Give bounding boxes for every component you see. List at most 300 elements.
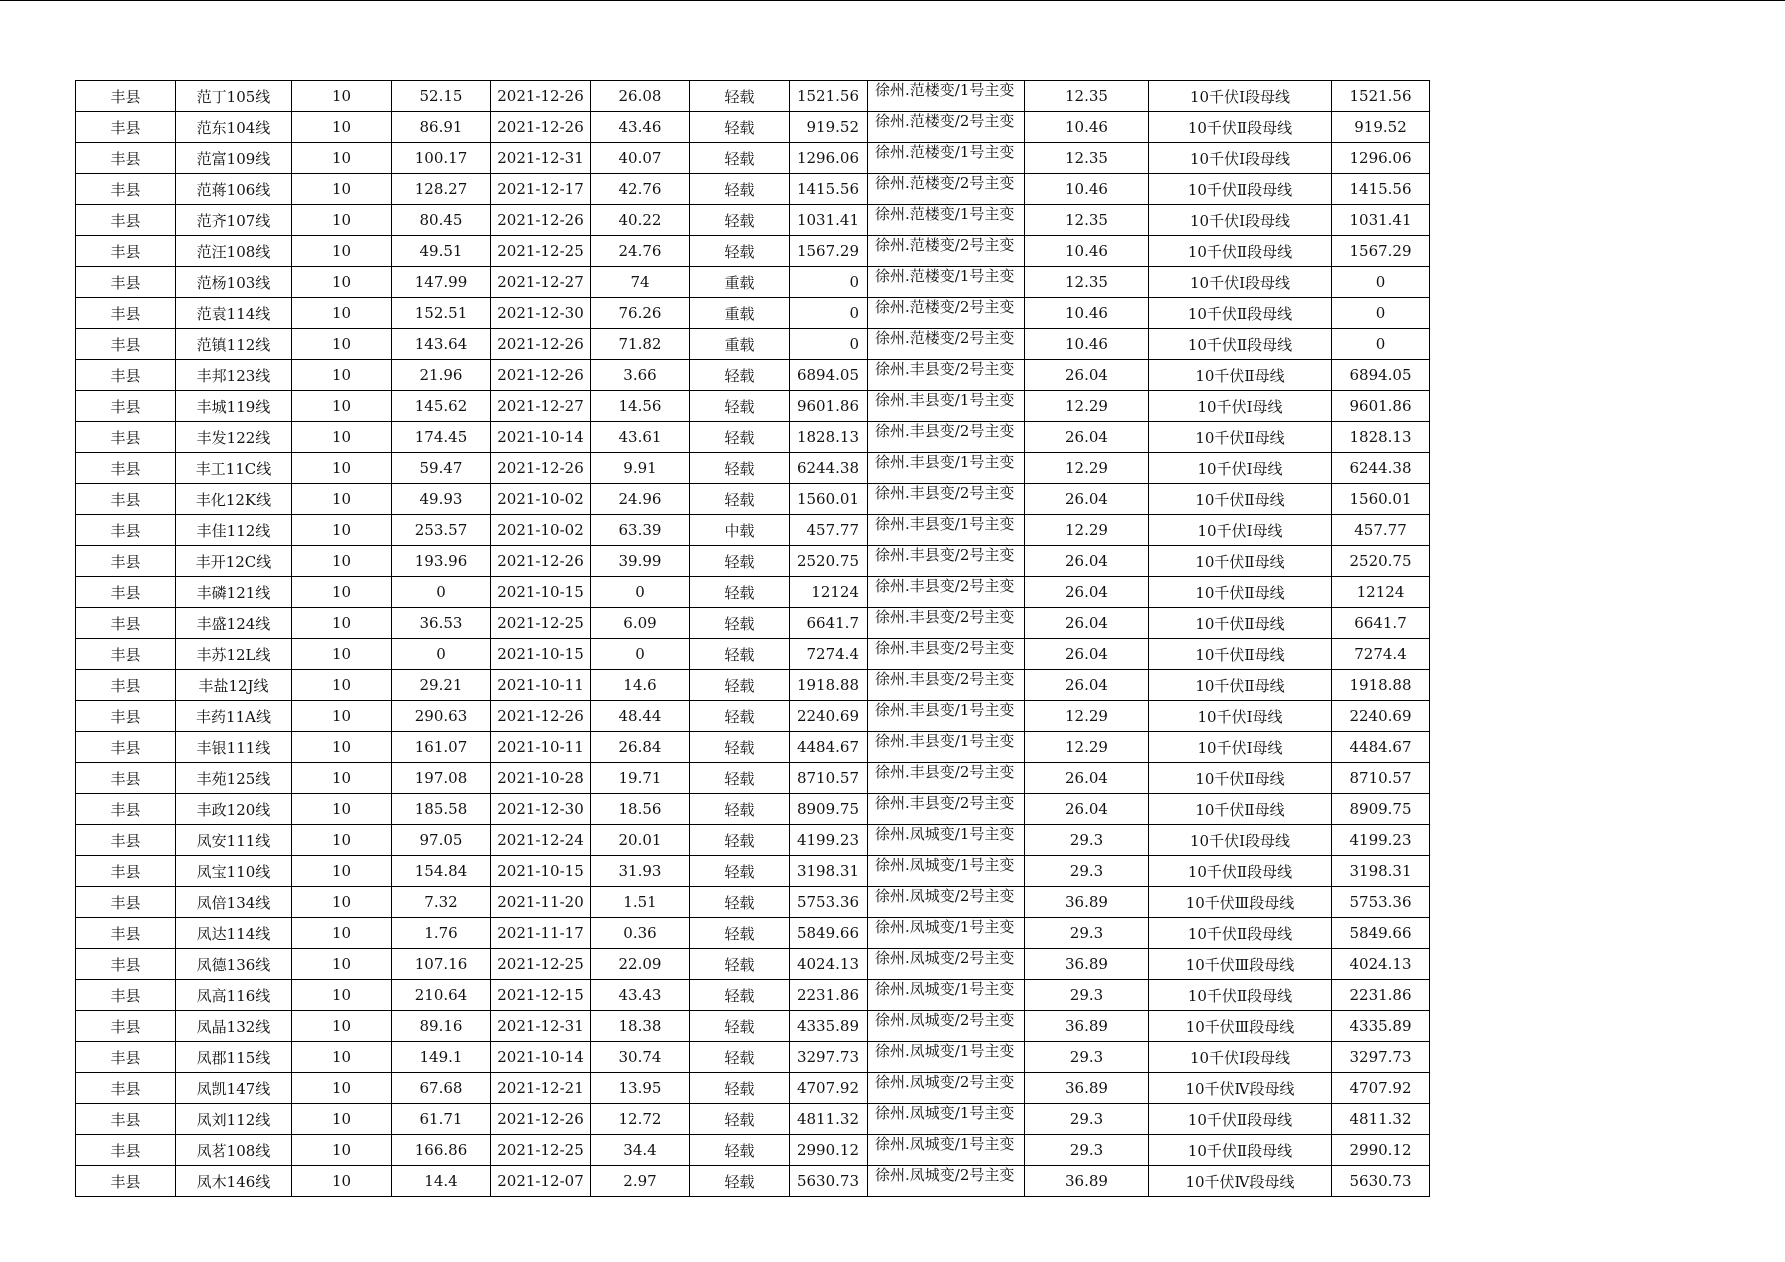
current-cell: 166.86 [392, 1135, 491, 1166]
transformer-load-cell: 10.46 [1025, 112, 1149, 143]
available-capacity-cell: 2990.12 [1332, 1135, 1430, 1166]
busbar-cell: 10千伏Ⅰ母线 [1149, 701, 1332, 732]
table-row [76, 453, 1430, 484]
substation-transformer-cell [868, 608, 1025, 639]
county-cell: 丰县 [76, 1166, 176, 1197]
available-capacity-cell: 2520.75 [1332, 546, 1430, 577]
capacity-cell: 6641.7 [790, 608, 868, 639]
capacity-cell: 6894.05 [790, 360, 868, 391]
busbar-cell: 10千伏Ⅱ母线 [1149, 577, 1332, 608]
table-row [76, 701, 1430, 732]
county-cell: 丰县 [76, 1135, 176, 1166]
available-capacity-cell: 1828.13 [1332, 422, 1430, 453]
date-cell: 2021-10-14 [491, 1042, 591, 1073]
substation-transformer-cell [868, 515, 1025, 546]
voltage-cell: 10 [292, 1073, 392, 1104]
date-cell: 2021-10-11 [491, 670, 591, 701]
table-row [76, 360, 1430, 391]
county-cell: 丰县 [76, 794, 176, 825]
substation-transformer-cell [868, 112, 1025, 143]
load-status-cell: 轻载 [690, 701, 790, 732]
current-cell: 29.21 [392, 670, 491, 701]
date-cell: 2021-12-24 [491, 825, 591, 856]
substation-transformer-text: 徐州.凤城变/2号主变 [875, 1011, 1015, 1029]
busbar-cell: 10千伏Ⅰ段母线 [1149, 267, 1332, 298]
capacity-cell: 2990.12 [790, 1135, 868, 1166]
available-capacity-cell: 457.77 [1332, 515, 1430, 546]
county-cell: 丰县 [76, 298, 176, 329]
transformer-load-cell: 10.46 [1025, 174, 1149, 205]
current-cell: 147.99 [392, 267, 491, 298]
current-cell: 21.96 [392, 360, 491, 391]
county-cell: 丰县 [76, 825, 176, 856]
available-capacity-cell: 6894.05 [1332, 360, 1430, 391]
county-cell: 丰县 [76, 391, 176, 422]
transformer-load-cell: 12.35 [1025, 81, 1149, 112]
current-cell: 49.93 [392, 484, 491, 515]
voltage-cell: 10 [292, 205, 392, 236]
capacity-cell: 0 [790, 267, 868, 298]
date-cell: 2021-12-26 [491, 360, 591, 391]
feeder-name-cell: 范齐107线 [176, 205, 292, 236]
available-capacity-cell: 4484.67 [1332, 732, 1430, 763]
busbar-cell: 10千伏Ⅲ段母线 [1149, 887, 1332, 918]
load-status-cell: 轻载 [690, 546, 790, 577]
load-status-cell: 中载 [690, 515, 790, 546]
substation-transformer-text: 徐州.凤城变/1号主变 [875, 856, 1015, 874]
substation-transformer-text: 徐州.凤城变/1号主变 [875, 1135, 1015, 1153]
feeder-name-cell: 范富109线 [176, 143, 292, 174]
load-rate-cell: 71.82 [591, 329, 690, 360]
voltage-cell: 10 [292, 918, 392, 949]
load-rate-cell: 18.38 [591, 1011, 690, 1042]
transformer-load-cell: 10.46 [1025, 329, 1149, 360]
substation-transformer-cell [868, 298, 1025, 329]
busbar-cell: 10千伏Ⅱ母线 [1149, 360, 1332, 391]
page-top-rule [0, 0, 1785, 1]
busbar-cell: 10千伏Ⅳ段母线 [1149, 1166, 1332, 1197]
county-cell: 丰县 [76, 174, 176, 205]
capacity-cell: 4335.89 [790, 1011, 868, 1042]
available-capacity-cell: 1560.01 [1332, 484, 1430, 515]
date-cell: 2021-12-25 [491, 1135, 591, 1166]
capacity-cell: 4707.92 [790, 1073, 868, 1104]
available-capacity-cell: 0 [1332, 298, 1430, 329]
date-cell: 2021-12-07 [491, 1166, 591, 1197]
date-cell: 2021-12-31 [491, 143, 591, 174]
voltage-cell: 10 [292, 980, 392, 1011]
busbar-cell: 10千伏Ⅰ母线 [1149, 453, 1332, 484]
busbar-cell: 10千伏Ⅳ段母线 [1149, 1073, 1332, 1104]
table-row [76, 112, 1430, 143]
substation-transformer-text: 徐州.丰县变/2号主变 [875, 546, 1015, 564]
busbar-cell: 10千伏Ⅱ段母线 [1149, 856, 1332, 887]
date-cell: 2021-10-14 [491, 422, 591, 453]
load-rate-cell: 0 [591, 639, 690, 670]
current-cell: 97.05 [392, 825, 491, 856]
voltage-cell: 10 [292, 1104, 392, 1135]
substation-transformer-text: 徐州.丰县变/2号主变 [875, 670, 1015, 688]
feeder-name-cell: 凤凯147线 [176, 1073, 292, 1104]
available-capacity-cell: 1567.29 [1332, 236, 1430, 267]
substation-transformer-cell [868, 546, 1025, 577]
transformer-load-cell: 12.29 [1025, 453, 1149, 484]
feeder-name-cell: 丰盐12J线 [176, 670, 292, 701]
transformer-load-cell: 12.29 [1025, 701, 1149, 732]
load-rate-cell: 24.96 [591, 484, 690, 515]
feeder-name-cell: 丰发122线 [176, 422, 292, 453]
county-cell: 丰县 [76, 1073, 176, 1104]
capacity-cell: 8909.75 [790, 794, 868, 825]
feeder-name-cell: 凤木146线 [176, 1166, 292, 1197]
county-cell: 丰县 [76, 1011, 176, 1042]
substation-transformer-text: 徐州.丰县变/2号主变 [875, 794, 1015, 812]
transformer-load-cell: 36.89 [1025, 1166, 1149, 1197]
county-cell: 丰县 [76, 360, 176, 391]
substation-transformer-cell [868, 825, 1025, 856]
table-row [76, 918, 1430, 949]
table-row [76, 205, 1430, 236]
substation-transformer-text: 徐州.丰县变/2号主变 [875, 360, 1015, 378]
table-row [76, 670, 1430, 701]
county-cell: 丰县 [76, 1042, 176, 1073]
feeder-name-cell: 凤宝110线 [176, 856, 292, 887]
substation-transformer-text: 徐州.丰县变/1号主变 [875, 732, 1015, 750]
substation-transformer-cell [868, 1042, 1025, 1073]
available-capacity-cell: 1918.88 [1332, 670, 1430, 701]
date-cell: 2021-12-31 [491, 1011, 591, 1042]
substation-transformer-cell [868, 236, 1025, 267]
busbar-cell: 10千伏Ⅱ段母线 [1149, 112, 1332, 143]
current-cell: 210.64 [392, 980, 491, 1011]
load-status-cell: 轻载 [690, 484, 790, 515]
available-capacity-cell: 5849.66 [1332, 918, 1430, 949]
feeder-name-cell: 凤茗108线 [176, 1135, 292, 1166]
date-cell: 2021-10-15 [491, 856, 591, 887]
feeder-name-cell: 丰苏12L线 [176, 639, 292, 670]
feeder-name-cell: 凤安111线 [176, 825, 292, 856]
county-cell: 丰县 [76, 763, 176, 794]
current-cell: 80.45 [392, 205, 491, 236]
load-rate-cell: 18.56 [591, 794, 690, 825]
date-cell: 2021-10-02 [491, 484, 591, 515]
available-capacity-cell: 8710.57 [1332, 763, 1430, 794]
county-cell: 丰县 [76, 1104, 176, 1135]
county-cell: 丰县 [76, 484, 176, 515]
busbar-cell: 10千伏Ⅱ段母线 [1149, 174, 1332, 205]
feeder-load-table [75, 80, 1430, 1197]
capacity-cell: 2240.69 [790, 701, 868, 732]
capacity-cell: 4484.67 [790, 732, 868, 763]
load-rate-cell: 26.08 [591, 81, 690, 112]
capacity-cell: 1031.41 [790, 205, 868, 236]
voltage-cell: 10 [292, 391, 392, 422]
substation-transformer-text: 徐州.范楼变/1号主变 [875, 267, 1015, 285]
capacity-cell: 3297.73 [790, 1042, 868, 1073]
table-row [76, 143, 1430, 174]
feeder-name-cell: 范汪108线 [176, 236, 292, 267]
load-status-cell: 轻载 [690, 81, 790, 112]
transformer-load-cell: 10.46 [1025, 298, 1149, 329]
capacity-cell: 5849.66 [790, 918, 868, 949]
substation-transformer-cell [868, 174, 1025, 205]
substation-transformer-text: 徐州.丰县变/2号主变 [875, 608, 1015, 626]
current-cell: 161.07 [392, 732, 491, 763]
capacity-cell: 9601.86 [790, 391, 868, 422]
substation-transformer-cell [868, 1104, 1025, 1135]
substation-transformer-cell [868, 484, 1025, 515]
load-status-cell: 轻载 [690, 174, 790, 205]
voltage-cell: 10 [292, 515, 392, 546]
busbar-cell: 10千伏Ⅰ段母线 [1149, 1042, 1332, 1073]
busbar-cell: 10千伏Ⅱ段母线 [1149, 1135, 1332, 1166]
table-row [76, 174, 1430, 205]
transformer-load-cell: 26.04 [1025, 422, 1149, 453]
date-cell: 2021-12-26 [491, 546, 591, 577]
load-rate-cell: 0 [591, 577, 690, 608]
feeder-name-cell: 丰药11A线 [176, 701, 292, 732]
load-rate-cell: 43.43 [591, 980, 690, 1011]
substation-transformer-cell [868, 856, 1025, 887]
load-rate-cell: 9.91 [591, 453, 690, 484]
capacity-cell: 4024.13 [790, 949, 868, 980]
load-status-cell: 轻载 [690, 143, 790, 174]
table-row [76, 422, 1430, 453]
load-status-cell: 轻载 [690, 360, 790, 391]
load-status-cell: 轻载 [690, 794, 790, 825]
available-capacity-cell: 9601.86 [1332, 391, 1430, 422]
feeder-name-cell: 丰银111线 [176, 732, 292, 763]
load-status-cell: 轻载 [690, 763, 790, 794]
current-cell: 149.1 [392, 1042, 491, 1073]
date-cell: 2021-12-26 [491, 701, 591, 732]
load-status-cell: 轻载 [690, 856, 790, 887]
transformer-load-cell: 26.04 [1025, 763, 1149, 794]
transformer-load-cell: 12.29 [1025, 391, 1149, 422]
load-status-cell: 轻载 [690, 1135, 790, 1166]
table-row [76, 1042, 1430, 1073]
busbar-cell: 10千伏Ⅲ段母线 [1149, 1011, 1332, 1042]
current-cell: 107.16 [392, 949, 491, 980]
voltage-cell: 10 [292, 453, 392, 484]
voltage-cell: 10 [292, 856, 392, 887]
current-cell: 145.62 [392, 391, 491, 422]
current-cell: 143.64 [392, 329, 491, 360]
feeder-name-cell: 丰工11C线 [176, 453, 292, 484]
load-status-cell: 轻载 [690, 453, 790, 484]
date-cell: 2021-11-20 [491, 887, 591, 918]
substation-transformer-cell [868, 360, 1025, 391]
county-cell: 丰县 [76, 608, 176, 639]
feeder-name-cell: 凤达114线 [176, 918, 292, 949]
substation-transformer-text: 徐州.凤城变/1号主变 [875, 918, 1015, 936]
substation-transformer-cell [868, 453, 1025, 484]
load-rate-cell: 40.22 [591, 205, 690, 236]
available-capacity-cell: 1521.56 [1332, 81, 1430, 112]
busbar-cell: 10千伏Ⅱ段母线 [1149, 918, 1332, 949]
county-cell: 丰县 [76, 546, 176, 577]
busbar-cell: 10千伏Ⅱ母线 [1149, 670, 1332, 701]
substation-transformer-cell [868, 205, 1025, 236]
current-cell: 52.15 [392, 81, 491, 112]
substation-transformer-cell [868, 763, 1025, 794]
substation-transformer-cell [868, 81, 1025, 112]
current-cell: 193.96 [392, 546, 491, 577]
table-row [76, 856, 1430, 887]
load-status-cell: 轻载 [690, 918, 790, 949]
capacity-cell: 5630.73 [790, 1166, 868, 1197]
date-cell: 2021-12-26 [491, 1104, 591, 1135]
substation-transformer-text: 徐州.凤城变/2号主变 [875, 1166, 1015, 1184]
feeder-name-cell: 丰化12K线 [176, 484, 292, 515]
current-cell: 7.32 [392, 887, 491, 918]
date-cell: 2021-12-25 [491, 608, 591, 639]
feeder-name-cell: 丰佳112线 [176, 515, 292, 546]
load-rate-cell: 42.76 [591, 174, 690, 205]
current-cell: 59.47 [392, 453, 491, 484]
voltage-cell: 10 [292, 763, 392, 794]
substation-transformer-cell [868, 391, 1025, 422]
load-rate-cell: 30.74 [591, 1042, 690, 1073]
current-cell: 185.58 [392, 794, 491, 825]
current-cell: 253.57 [392, 515, 491, 546]
substation-transformer-text: 徐州.凤城变/2号主变 [875, 887, 1015, 905]
load-status-cell: 轻载 [690, 639, 790, 670]
capacity-cell: 6244.38 [790, 453, 868, 484]
substation-transformer-cell [868, 670, 1025, 701]
load-status-cell: 轻载 [690, 887, 790, 918]
transformer-load-cell: 12.29 [1025, 732, 1149, 763]
load-rate-cell: 14.6 [591, 670, 690, 701]
feeder-name-cell: 丰政120线 [176, 794, 292, 825]
substation-transformer-cell [868, 732, 1025, 763]
load-rate-cell: 43.61 [591, 422, 690, 453]
voltage-cell: 10 [292, 825, 392, 856]
transformer-load-cell: 29.3 [1025, 1135, 1149, 1166]
substation-transformer-cell [868, 577, 1025, 608]
available-capacity-cell: 5753.36 [1332, 887, 1430, 918]
transformer-load-cell: 12.35 [1025, 267, 1149, 298]
county-cell: 丰县 [76, 267, 176, 298]
substation-transformer-text: 徐州.凤城变/1号主变 [875, 825, 1015, 843]
available-capacity-cell: 1415.56 [1332, 174, 1430, 205]
date-cell: 2021-12-25 [491, 949, 591, 980]
substation-transformer-text: 徐州.范楼变/2号主变 [875, 298, 1015, 316]
table-row [76, 1073, 1430, 1104]
available-capacity-cell: 4707.92 [1332, 1073, 1430, 1104]
voltage-cell: 10 [292, 360, 392, 391]
substation-transformer-text: 徐州.范楼变/1号主变 [875, 81, 1015, 99]
transformer-load-cell: 26.04 [1025, 360, 1149, 391]
transformer-load-cell: 26.04 [1025, 608, 1149, 639]
feeder-name-cell: 范袁114线 [176, 298, 292, 329]
date-cell: 2021-12-26 [491, 112, 591, 143]
voltage-cell: 10 [292, 732, 392, 763]
date-cell: 2021-12-26 [491, 81, 591, 112]
county-cell: 丰县 [76, 639, 176, 670]
feeder-name-cell: 丰邦123线 [176, 360, 292, 391]
voltage-cell: 10 [292, 267, 392, 298]
load-status-cell: 轻载 [690, 980, 790, 1011]
current-cell: 128.27 [392, 174, 491, 205]
feeder-name-cell: 丰磷121线 [176, 577, 292, 608]
substation-transformer-text: 徐州.范楼变/1号主变 [875, 143, 1015, 161]
current-cell: 290.63 [392, 701, 491, 732]
busbar-cell: 10千伏Ⅱ段母线 [1149, 236, 1332, 267]
date-cell: 2021-12-25 [491, 236, 591, 267]
voltage-cell: 10 [292, 236, 392, 267]
table-row [76, 577, 1430, 608]
transformer-load-cell: 12.35 [1025, 143, 1149, 174]
busbar-cell: 10千伏Ⅱ段母线 [1149, 298, 1332, 329]
voltage-cell: 10 [292, 670, 392, 701]
table-row [76, 1104, 1430, 1135]
county-cell: 丰县 [76, 422, 176, 453]
load-status-cell: 轻载 [690, 112, 790, 143]
capacity-cell: 12124 [790, 577, 868, 608]
substation-transformer-cell [868, 329, 1025, 360]
county-cell: 丰县 [76, 453, 176, 484]
load-status-cell: 重载 [690, 298, 790, 329]
load-status-cell: 轻载 [690, 949, 790, 980]
load-rate-cell: 6.09 [591, 608, 690, 639]
feeder-name-cell: 范丁105线 [176, 81, 292, 112]
load-status-cell: 轻载 [690, 1042, 790, 1073]
table-row [76, 608, 1430, 639]
substation-transformer-text: 徐州.丰县变/2号主变 [875, 484, 1015, 502]
county-cell: 丰县 [76, 856, 176, 887]
transformer-load-cell: 12.29 [1025, 515, 1149, 546]
date-cell: 2021-10-15 [491, 577, 591, 608]
load-rate-cell: 19.71 [591, 763, 690, 794]
current-cell: 0 [392, 577, 491, 608]
transformer-load-cell: 26.04 [1025, 794, 1149, 825]
voltage-cell: 10 [292, 298, 392, 329]
feeder-name-cell: 丰城119线 [176, 391, 292, 422]
current-cell: 49.51 [392, 236, 491, 267]
table-row [76, 1166, 1430, 1197]
voltage-cell: 10 [292, 329, 392, 360]
table-row [76, 546, 1430, 577]
current-cell: 100.17 [392, 143, 491, 174]
county-cell: 丰县 [76, 701, 176, 732]
county-cell: 丰县 [76, 81, 176, 112]
voltage-cell: 10 [292, 1042, 392, 1073]
substation-transformer-cell [868, 1073, 1025, 1104]
substation-transformer-text: 徐州.范楼变/2号主变 [875, 174, 1015, 192]
load-status-cell: 重载 [690, 329, 790, 360]
table-row [76, 484, 1430, 515]
load-rate-cell: 22.09 [591, 949, 690, 980]
feeder-name-cell: 范杨103线 [176, 267, 292, 298]
current-cell: 86.91 [392, 112, 491, 143]
substation-transformer-text: 徐州.凤城变/2号主变 [875, 949, 1015, 967]
voltage-cell: 10 [292, 577, 392, 608]
substation-transformer-cell [868, 794, 1025, 825]
capacity-cell: 2231.86 [790, 980, 868, 1011]
voltage-cell: 10 [292, 887, 392, 918]
available-capacity-cell: 2240.69 [1332, 701, 1430, 732]
date-cell: 2021-12-26 [491, 453, 591, 484]
transformer-load-cell: 26.04 [1025, 484, 1149, 515]
busbar-cell: 10千伏Ⅱ母线 [1149, 484, 1332, 515]
substation-transformer-text: 徐州.范楼变/2号主变 [875, 236, 1015, 254]
substation-transformer-cell [868, 918, 1025, 949]
current-cell: 152.51 [392, 298, 491, 329]
available-capacity-cell: 12124 [1332, 577, 1430, 608]
feeder-name-cell: 凤倍134线 [176, 887, 292, 918]
substation-transformer-text: 徐州.凤城变/1号主变 [875, 980, 1015, 998]
